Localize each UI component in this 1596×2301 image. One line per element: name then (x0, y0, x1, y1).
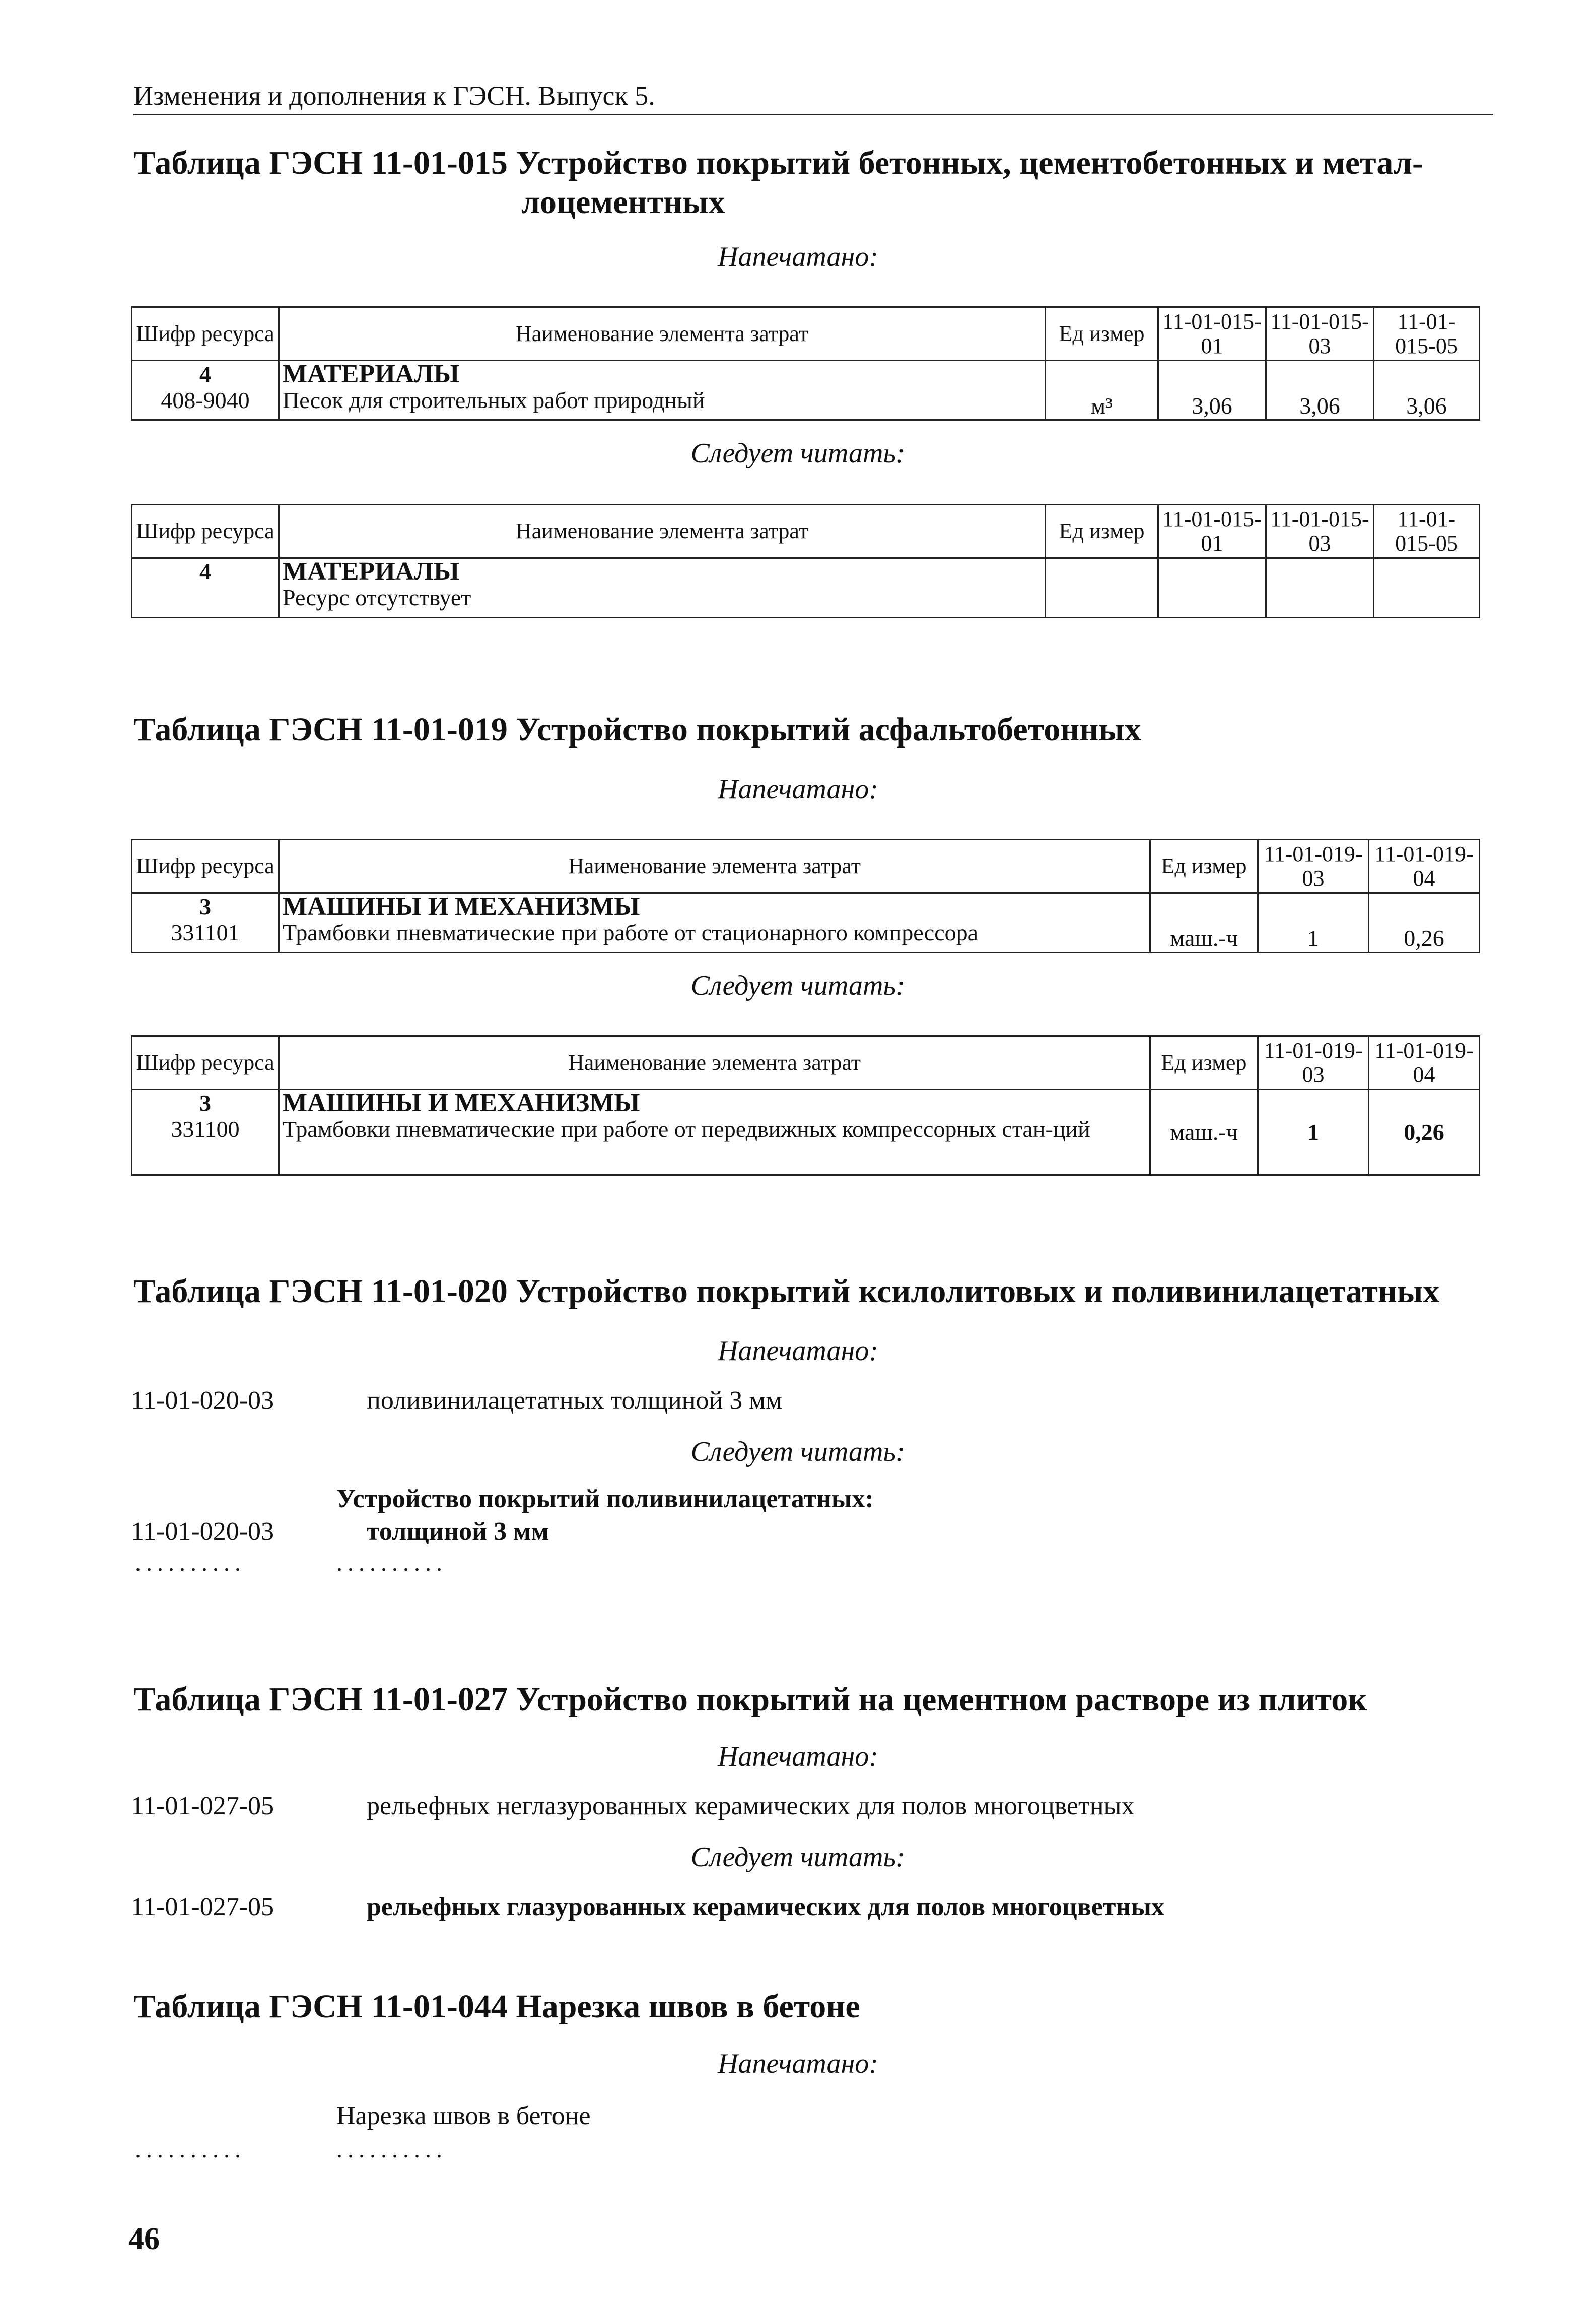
col-header-rate: 11-01-015-05 (1374, 505, 1480, 558)
section-title-line1: Таблица ГЭСН 11-01-015 Устройство покрытий бетонных, цементобетонных и метал- (133, 145, 1423, 181)
group-code: 3 (199, 1090, 211, 1116)
rate-text: рельефных неглазурованных керамических для полов многоцветных (367, 1792, 1135, 1820)
col-header-name: Наименование элемента затрат (279, 307, 1046, 361)
value-cell (1266, 558, 1374, 618)
page-number: 46 (128, 2222, 160, 2256)
group-name: МАШИНЫ И МЕХАНИЗМЫ (283, 1089, 640, 1117)
group-code: 4 (199, 559, 211, 584)
ellipsis-dots: .......... (135, 2136, 246, 2163)
rate-code: 11-01-020-03 (131, 1517, 274, 1546)
group-name: МАТЕРИАЛЫ (283, 360, 459, 388)
col-header-unit: Ед измер (1046, 505, 1158, 558)
read-caption: Следует читать: (690, 1842, 906, 1873)
col-header-name: Наименование элемента затрат (279, 840, 1150, 893)
col-header-name: Наименование элемента затрат (279, 505, 1046, 558)
col-header-rate: 11-01-015-03 (1266, 307, 1374, 361)
value-cell: 3,06 (1158, 361, 1266, 420)
col-header-rate: 11-01-015-05 (1374, 307, 1480, 361)
resource-code: 331101 (171, 920, 240, 945)
group-name: МАТЕРИАЛЫ (283, 557, 459, 586)
value-cell (1158, 558, 1266, 618)
rate-code: 11-01-027-05 (131, 1892, 274, 1921)
printed-caption: Напечатано: (718, 241, 878, 273)
rate-heading: Устройство покрытий поливинилацетатных: (336, 1484, 874, 1513)
group-code: 3 (199, 894, 211, 919)
col-header-unit: Ед измер (1150, 840, 1258, 893)
resource-name: Песок для строительных работ природный (283, 387, 705, 413)
unit-cell: маш.-ч (1150, 893, 1258, 953)
unit-cell: м³ (1046, 361, 1158, 420)
section-title-11-01-027: Таблица ГЭСН 11-01-027 Устройство покрытий на цементном растворе из плиток (133, 1681, 1367, 1718)
col-header-name: Наименование элемента затрат (279, 1036, 1150, 1090)
printed-caption: Напечатано: (718, 2048, 878, 2079)
col-header-code: Шифр ресурса (132, 840, 279, 893)
rate-text: поливинилацетатных толщиной 3 мм (367, 1386, 783, 1415)
rate-code: 11-01-027-05 (131, 1792, 274, 1820)
resource-name: Трамбовки пневматические при работе от передвижных компрессорных стан-ций (283, 1116, 1090, 1142)
table-015-printed (131, 306, 1480, 421)
col-header-rate: 11-01-015-03 (1266, 505, 1374, 558)
ellipsis-dots: .......... (336, 1549, 447, 1576)
col-header-unit: Ед измер (1046, 307, 1158, 361)
section-title-11-01-019: Таблица ГЭСН 11-01-019 Устройство покрытий асфальтобетонных (133, 711, 1141, 748)
unit-cell: маш.-ч (1150, 1090, 1258, 1175)
ellipsis-dots: .......... (336, 2136, 447, 2163)
col-header-rate: 11-01-015-01 (1158, 307, 1266, 361)
col-header-code: Шифр ресурса (132, 307, 279, 361)
resource-name-cell (279, 1090, 1150, 1175)
rate-code: 11-01-020-03 (131, 1386, 274, 1415)
rate-text: рельефных глазурованных керамических для полов многоцветных (367, 1892, 1164, 1921)
ellipsis-dots: .......... (135, 1549, 246, 1576)
table-019-printed (131, 839, 1480, 953)
read-caption: Следует читать: (690, 1436, 906, 1467)
value-cell: 0,26 (1369, 1090, 1480, 1175)
group-name: МАШИНЫ И МЕХАНИЗМЫ (283, 892, 640, 921)
resource-code: 408-9040 (161, 387, 250, 413)
col-header-unit: Ед измер (1150, 1036, 1258, 1090)
printed-caption: Напечатано: (718, 1335, 878, 1367)
rate-text: толщиной 3 мм (367, 1517, 549, 1546)
resource-code-cell (132, 893, 279, 953)
value-cell: 3,06 (1374, 361, 1480, 420)
resource-code-cell (132, 361, 279, 420)
running-header: Изменения и дополнения к ГЭСН. Выпуск 5. (133, 81, 1493, 115)
value-cell: 1 (1258, 893, 1369, 953)
col-header-rate: 11-01-019-04 (1369, 840, 1480, 893)
section-title-11-01-015 (133, 144, 1493, 222)
printed-caption: Напечатано: (718, 1741, 878, 1772)
resource-code-cell (132, 558, 279, 618)
col-header-rate: 11-01-019-03 (1258, 1036, 1369, 1090)
col-header-rate: 11-01-019-04 (1369, 1036, 1480, 1090)
col-header-code: Шифр ресурса (132, 505, 279, 558)
table-019-read (131, 1035, 1480, 1176)
unit-cell (1046, 558, 1158, 618)
group-code: 4 (199, 361, 211, 387)
read-caption: Следует читать: (690, 438, 906, 469)
value-cell: 1 (1258, 1090, 1369, 1175)
resource-name-cell (279, 558, 1046, 618)
resource-code-cell (132, 1090, 279, 1175)
col-header-rate: 11-01-015-01 (1158, 505, 1266, 558)
resource-name: Трамбовки пневматические при работе от стационарного компрессора (283, 920, 979, 945)
resource-name: Ресурс отсутствует (283, 585, 471, 611)
col-header-rate: 11-01-019-03 (1258, 840, 1369, 893)
value-cell: 0,26 (1369, 893, 1480, 953)
resource-name-cell (279, 361, 1046, 420)
printed-caption: Напечатано: (718, 774, 878, 805)
table-015-read (131, 504, 1480, 618)
col-header-code: Шифр ресурса (132, 1036, 279, 1090)
section-title-11-01-020: Таблица ГЭСН 11-01-020 Устройство покрытий ксилолитовых и поливинилацетатных (133, 1273, 1440, 1310)
resource-name-cell (279, 893, 1150, 953)
rate-text: Нарезка швов в бетоне (336, 2102, 591, 2130)
section-title-line2: лоцементных (521, 184, 725, 221)
read-caption: Следует читать: (690, 970, 906, 1001)
resource-code: 331100 (171, 1116, 240, 1142)
value-cell (1374, 558, 1480, 618)
section-title-11-01-044: Таблица ГЭСН 11-01-044 Нарезка швов в бетоне (133, 1988, 860, 2025)
value-cell: 3,06 (1266, 361, 1374, 420)
